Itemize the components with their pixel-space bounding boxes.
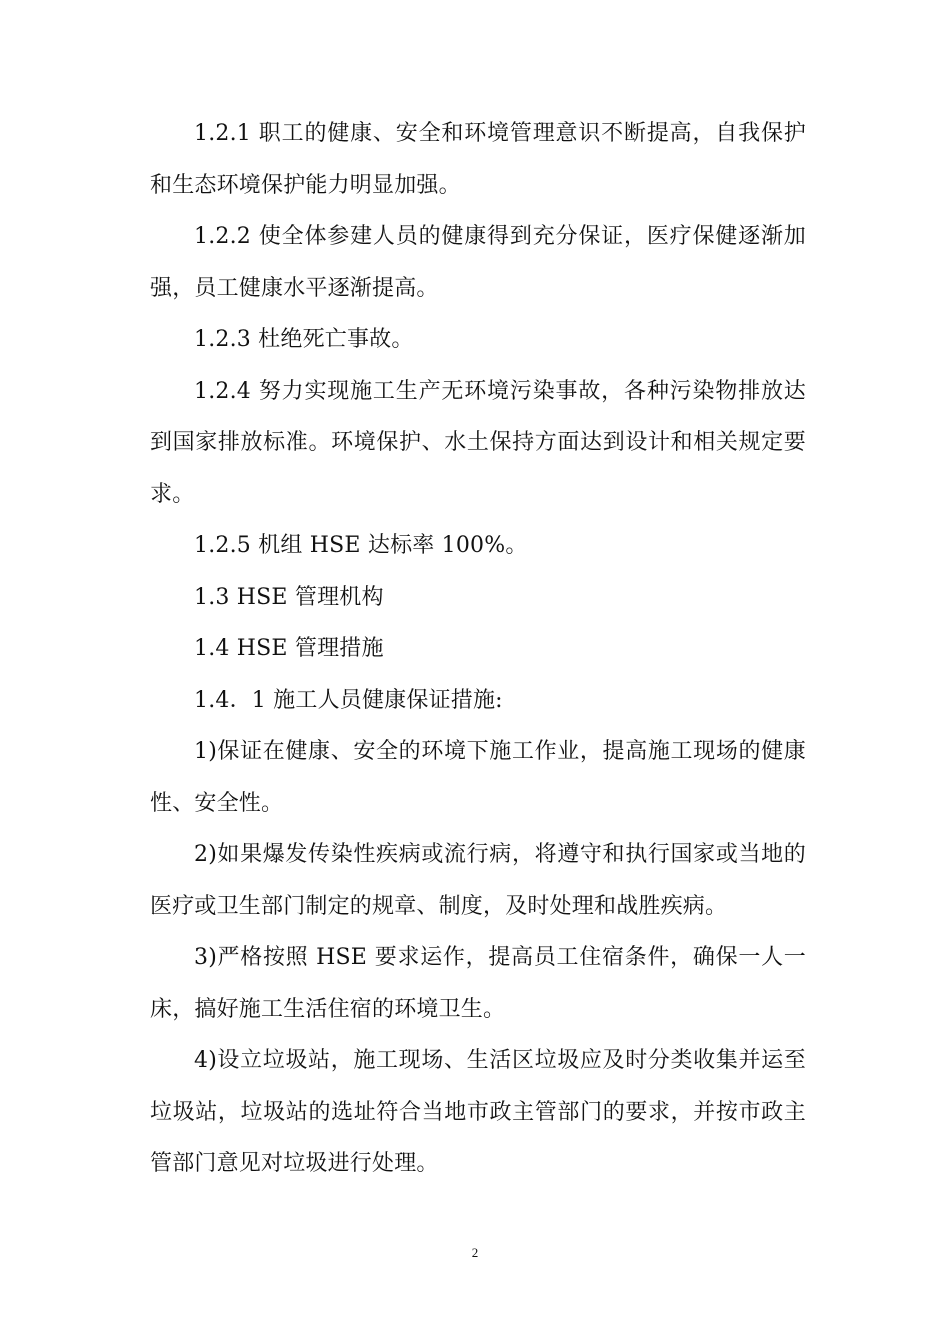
heading-1-3: 1.3 HSE 管理机构 <box>194 584 384 610</box>
heading-1-4-1: 1.4．1 施工人员健康保证措施: <box>194 687 503 713</box>
document-body <box>150 108 806 1190</box>
paragraph-1-2-2: 1.2.2 使全体参建人员的健康得到充分保证，医疗保健逐渐加强，员工健康水平逐渐提高。 <box>150 224 806 301</box>
paragraph-1-2-5: 1.2.5 机组 HSE 达标率 100%。 <box>194 533 528 558</box>
paragraph-1-2-3: 1.2.3 杜绝死亡事故。 <box>194 327 414 352</box>
list-item-4: 4)设立垃圾站，施工现场、生活区垃圾应及时分类收集并运至垃圾站，垃圾站的选址符合当地市政主管部门的要求，并按市政主管部门意见对垃圾进行处理。 <box>150 1048 806 1176</box>
page-number: 2 <box>471 1245 479 1260</box>
paragraph-1-2-1: 1.2.1 职工的健康、安全和环境管理意识不断提高，自我保护和生态环境保护能力明显加强。 <box>150 121 806 198</box>
paragraph-1-2-4: 1.2.4 努力实现施工生产无环境污染事故，各种污染物排放达到国家排放标准。环境保护、水土保持方面达到设计和相关规定要求。 <box>150 378 806 507</box>
list-item-1: 1)保证在健康、安全的环境下施工作业，提高施工现场的健康性、安全性。 <box>150 739 806 816</box>
heading-1-4: 1.4 HSE 管理措施 <box>194 636 384 661</box>
list-item-2: 2)如果爆发传染性疾病或流行病，将遵守和执行国家或当地的医疗或卫生部门制定的规章、制度，及时处理和战胜疾病。 <box>150 842 806 919</box>
list-item-3: 3)严格按照 HSE 要求运作，提高员工住宿条件，确保一人一床，搞好施工生活住宿的环境卫生。 <box>150 945 806 1022</box>
